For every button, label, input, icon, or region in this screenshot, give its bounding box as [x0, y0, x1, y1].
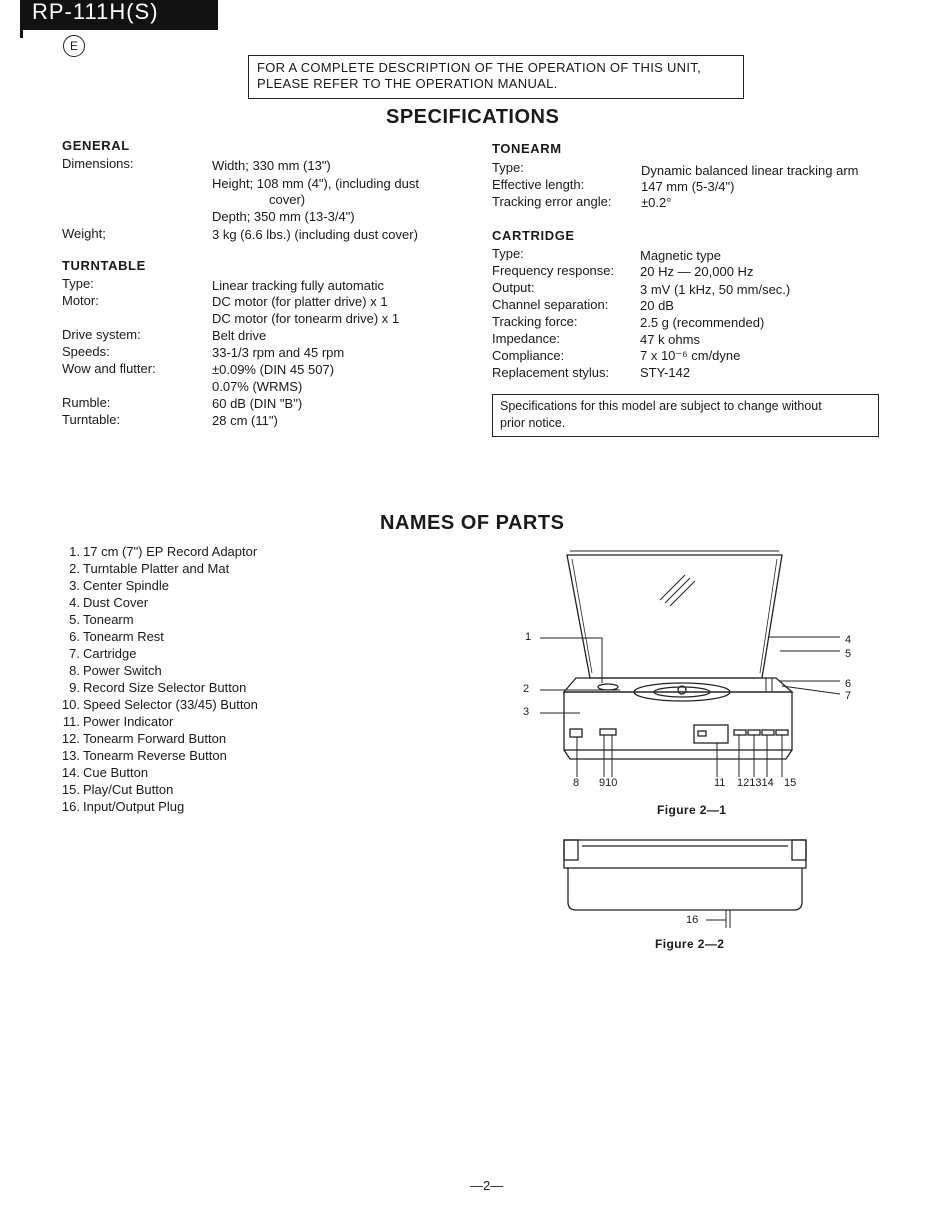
part-number: 4. [69, 595, 80, 610]
callout-4: 4 [845, 634, 852, 646]
compliance-value: 7 x 10⁻⁶ cm/dyne [640, 348, 741, 363]
turntable-type-value: Linear tracking fully automatic [212, 278, 384, 293]
callout-1: 1 [525, 631, 532, 643]
page-number: —2— [470, 1178, 504, 1193]
cartridge-title: CARTRIDGE [492, 228, 575, 243]
turntable-size-value: 28 cm (11") [212, 413, 278, 428]
list-item [56, 764, 356, 781]
cartridge-type-label: Type: [492, 246, 524, 261]
general-title: GENERAL [62, 138, 130, 153]
rear-view-diagram [560, 832, 810, 937]
tonearm-type-label: Type: [492, 160, 524, 175]
speeds-value: 33-1/3 rpm and 45 rpm [212, 345, 345, 360]
list-item [56, 781, 356, 798]
part-label: Power Switch [83, 663, 162, 678]
indicator-panel [694, 725, 728, 743]
power-switch [570, 729, 582, 737]
motor-value-1: DC motor (for platter drive) x 1 [212, 294, 388, 309]
callout-7: 7 [845, 690, 852, 702]
part-number: 2. [69, 561, 80, 576]
replacement-stylus-value: STY-142 [640, 365, 691, 380]
notice-line-2: PLEASE REFER TO THE OPERATION MANUAL. [257, 76, 558, 91]
list-item [56, 543, 356, 560]
list-item [56, 611, 356, 628]
output-value: 3 mV (1 kHz, 50 mm/sec.) [640, 282, 791, 297]
motor-value-2: DC motor (for tonearm drive) x 1 [212, 311, 400, 326]
part-label: 17 cm (7") EP Record Adaptor [83, 544, 258, 559]
part-label: Tonearm [83, 612, 134, 627]
callout-11: 11 [714, 777, 726, 789]
tracking-error-value: ±0.2° [641, 195, 672, 210]
part-number: 15. [61, 782, 80, 797]
callout-3: 3 [523, 706, 530, 718]
dimensions-height-cont: cover) [269, 192, 306, 207]
change-notice-line-2: prior notice. [500, 416, 566, 430]
part-number: 3. [69, 578, 80, 593]
part-number: 9. [69, 680, 80, 695]
model-number-tab: RP-111H(S) [22, 0, 218, 30]
specifications-heading: SPECIFICATIONS [386, 106, 560, 128]
part-label: Tonearm Reverse Button [83, 748, 227, 763]
part-number: 10. [61, 697, 80, 712]
tracking-error-label: Tracking error angle: [492, 194, 612, 209]
part-number: 6. [69, 629, 80, 644]
notice-line-1: FOR A COMPLETE DESCRIPTION OF THE OPERATION OF THIS UNIT, [257, 60, 701, 75]
wow-flutter-value-2: 0.07% (WRMS) [212, 379, 303, 394]
figure-2-1-caption: Figure 2—1 [657, 803, 727, 817]
list-item [56, 628, 356, 645]
output-label: Output: [492, 280, 535, 295]
part-label: Play/Cut Button [83, 782, 174, 797]
effective-length-label: Effective length: [492, 177, 585, 192]
compliance-label: Compliance: [492, 348, 565, 363]
names-of-parts-heading: NAMES OF PARTS [380, 512, 565, 534]
list-item [56, 662, 356, 679]
dimensions-height: Height; 108 mm (4"), (including dust [212, 176, 419, 191]
callout-2: 2 [523, 683, 530, 695]
part-label: Turntable Platter and Mat [83, 561, 230, 576]
list-item [56, 696, 356, 713]
part-number: 1. [69, 544, 80, 559]
cartridge-type-value: Magnetic type [640, 248, 721, 263]
tonearm-type-value: Dynamic balanced linear tracking arm [641, 163, 859, 178]
list-item [56, 679, 356, 696]
list-item [56, 560, 356, 577]
part-label: Record Size Selector Button [83, 680, 247, 695]
figure-2-2-caption: Figure 2—2 [655, 937, 725, 951]
part-number: 16. [61, 799, 80, 814]
impedance-value: 47 k ohms [640, 332, 700, 347]
rear-body [568, 868, 802, 910]
callout-6: 6 [845, 678, 852, 690]
list-item [56, 730, 356, 747]
part-number: 13. [61, 748, 80, 763]
wow-flutter-value-1: ±0.09% (DIN 45 507) [212, 362, 335, 377]
turntable-size-label: Turntable: [62, 412, 121, 427]
part-number: 5. [69, 612, 80, 627]
effective-length-value: 147 mm (5-3/4") [641, 179, 735, 194]
callout-16: 16 [686, 914, 699, 926]
part-label: Cue Button [83, 765, 149, 780]
part-label: Input/Output Plug [83, 799, 185, 814]
callout-8: 8 [573, 777, 580, 789]
spec-change-notice [492, 394, 879, 437]
change-notice-line-1: Specifications for this model are subject to change without [500, 399, 822, 413]
channel-separation-label: Channel separation: [492, 297, 609, 312]
turntable-type-label: Type: [62, 276, 94, 291]
tonearm-title: TONEARM [492, 141, 562, 156]
frequency-response-value: 20 Hz — 20,000 Hz [640, 264, 754, 279]
part-label: Tonearm Forward Button [83, 731, 227, 746]
replacement-stylus-label: Replacement stylus: [492, 365, 610, 380]
drive-system-label: Drive system: [62, 327, 141, 342]
part-label: Center Spindle [83, 578, 169, 593]
part-number: 12. [61, 731, 80, 746]
ep-adaptor [598, 684, 618, 690]
part-label: Power Indicator [83, 714, 174, 729]
rumble-value: 60 dB (DIN "B") [212, 396, 303, 411]
turntable-title: TURNTABLE [62, 258, 146, 273]
frequency-response-label: Frequency response: [492, 263, 615, 278]
callout-9-10: 910 [599, 777, 618, 789]
part-label: Speed Selector (33/45) Button [83, 697, 258, 712]
wow-flutter-label: Wow and flutter: [62, 361, 156, 376]
input-output-plug [726, 910, 730, 928]
speeds-label: Speeds: [62, 344, 110, 359]
channel-separation-value: 20 dB [640, 298, 674, 313]
callout-15: 15 [784, 777, 797, 789]
part-number: 8. [69, 663, 80, 678]
part-label: Tonearm Rest [83, 629, 164, 644]
part-label: Cartridge [83, 646, 137, 661]
dust-cover-outline [567, 555, 782, 678]
part-number: 14. [61, 765, 80, 780]
drive-system-value: Belt drive [212, 328, 267, 343]
weight-label: Weight; [62, 226, 106, 241]
parts-list [56, 543, 356, 815]
list-item [56, 594, 356, 611]
motor-label: Motor: [62, 293, 99, 308]
turntable-diagram [520, 545, 860, 795]
callout-12-13-14: 121314 [737, 777, 774, 789]
tracking-force-value: 2.5 g (recommended) [640, 315, 765, 330]
part-label: Dust Cover [83, 595, 149, 610]
weight-value: 3 kg (6.6 lbs.) (including dust cover) [212, 227, 418, 242]
list-item [56, 577, 356, 594]
tracking-force-label: Tracking force: [492, 314, 578, 329]
region-badge: E [63, 35, 85, 57]
list-item [56, 645, 356, 662]
impedance-label: Impedance: [492, 331, 560, 346]
list-item [56, 713, 356, 730]
list-item [56, 798, 356, 815]
dimensions-width: Width; 330 mm (13") [212, 158, 331, 173]
part-number: 11. [62, 714, 80, 729]
rumble-label: Rumble: [62, 395, 111, 410]
list-item [56, 747, 356, 764]
dimensions-label: Dimensions: [62, 156, 134, 171]
part-number: 7. [69, 646, 80, 661]
operation-manual-notice [248, 55, 744, 99]
callout-5: 5 [845, 648, 852, 660]
dimensions-depth: Depth; 350 mm (13-3/4") [212, 209, 355, 224]
rear-hinge-bar [564, 840, 806, 868]
